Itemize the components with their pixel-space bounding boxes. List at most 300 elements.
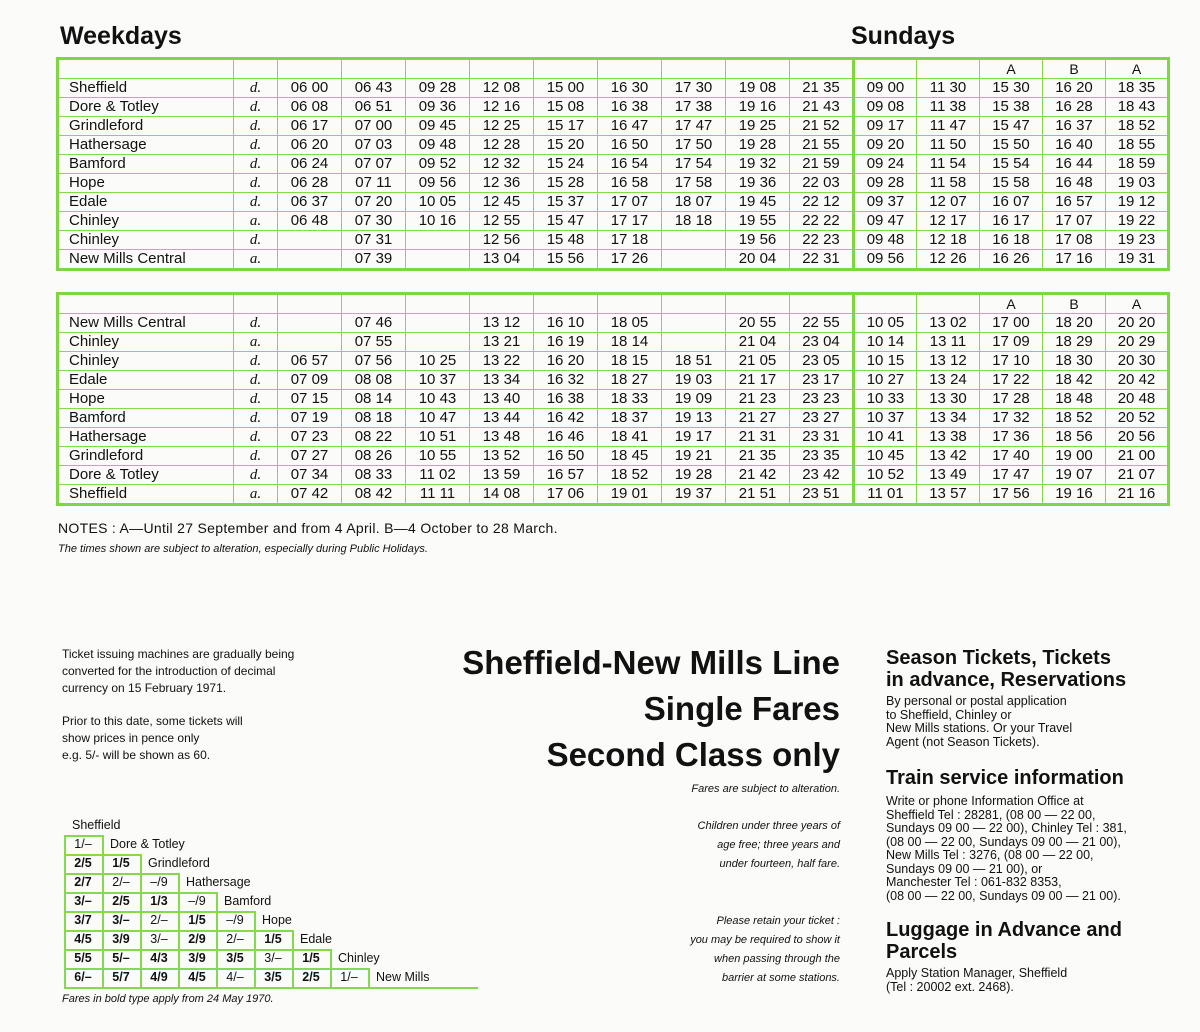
weekday-time: 12 56 <box>470 231 534 250</box>
sunday-time: 11 38 <box>917 98 980 117</box>
fare-grid-line <box>64 835 102 837</box>
header-cell <box>342 59 406 79</box>
header-cell <box>342 294 406 314</box>
sunday-time: 18 56 <box>1043 428 1106 447</box>
weekday-time: 15 47 <box>534 212 598 231</box>
header-cell <box>278 59 342 79</box>
sunday-time: 21 16 <box>1106 485 1169 505</box>
fare-cell: 3/5 <box>226 951 244 965</box>
timetable-row <box>58 231 1169 250</box>
timetable-row <box>58 250 1169 270</box>
timetable-row <box>58 409 1169 428</box>
weekday-time: 10 43 <box>406 390 470 409</box>
sunday-time: 18 43 <box>1106 98 1169 117</box>
weekday-time: 06 37 <box>278 193 342 212</box>
weekday-time: 07 46 <box>342 314 406 333</box>
weekday-time: 21 31 <box>726 428 790 447</box>
fare-cell: 6/– <box>74 970 92 984</box>
sunday-header-cell: B <box>1043 59 1106 79</box>
sunday-time: 17 36 <box>980 428 1043 447</box>
arr-dep-marker: a. <box>234 333 278 352</box>
weekday-time: 16 50 <box>534 447 598 466</box>
weekday-time: 21 05 <box>726 352 790 371</box>
header-cell <box>662 59 726 79</box>
weekday-time: 16 46 <box>534 428 598 447</box>
weekday-time: 15 28 <box>534 174 598 193</box>
sunday-time: 17 09 <box>980 333 1043 352</box>
fare-cell: 1/5 <box>264 932 282 946</box>
sunday-time: 12 07 <box>917 193 980 212</box>
weekday-time <box>662 250 726 270</box>
weekday-time: 08 18 <box>342 409 406 428</box>
sunday-time: 20 56 <box>1106 428 1169 447</box>
weekday-time: 11 11 <box>406 485 470 505</box>
weekday-time: 10 47 <box>406 409 470 428</box>
weekday-time: 07 55 <box>342 333 406 352</box>
sunday-time: 17 47 <box>980 466 1043 485</box>
weekday-time: 16 38 <box>598 98 662 117</box>
weekday-time: 22 22 <box>790 212 854 231</box>
sunday-time: 16 26 <box>980 250 1043 270</box>
weekday-time: 09 52 <box>406 155 470 174</box>
fare-cell: 1/– <box>74 837 92 851</box>
sunday-time: 17 32 <box>980 409 1043 428</box>
weekday-time: 09 45 <box>406 117 470 136</box>
fare-cell: 1/5 <box>302 951 320 965</box>
sunday-time: 13 57 <box>917 485 980 505</box>
timetable-row <box>58 485 1169 505</box>
header-cell <box>278 294 342 314</box>
weekday-time: 18 07 <box>662 193 726 212</box>
sunday-time: 10 52 <box>854 466 917 485</box>
fare-cell: 4/5 <box>188 970 206 984</box>
sunday-time: 18 59 <box>1106 155 1169 174</box>
sunday-time: 12 17 <box>917 212 980 231</box>
weekday-time: 16 54 <box>598 155 662 174</box>
sunday-time: 15 54 <box>980 155 1043 174</box>
train-info-text: Write or phone Information Office at Sheffield Tel : 28281, (08 00 — 22 00, Sundays 09 00 — 22 00), Chinley Tel : 381, (08 00 — 22 00, Sundays 09 00 — 21 00), New Mills Tel : 3276, (08 00 — 22 00, Sundays 09 00 — 21 00), or Manchester Tel : 061-832 8353, (08 00 — 22 00, Sundays 09 00 — 21 00). <box>886 794 1127 903</box>
fare-cell: 3/5 <box>264 970 282 984</box>
weekday-time: 23 35 <box>790 447 854 466</box>
sunday-time: 11 50 <box>917 136 980 155</box>
sunday-time: 18 55 <box>1106 136 1169 155</box>
timetable-row <box>58 466 1169 485</box>
header-cell <box>470 59 534 79</box>
weekday-time: 15 37 <box>534 193 598 212</box>
arr-dep-marker: d. <box>234 314 278 333</box>
fare-grid-line <box>254 911 256 988</box>
fares-footnote: Fares in bold type apply from 24 May 1970. <box>62 993 274 1005</box>
sunday-time: 16 18 <box>980 231 1043 250</box>
sunday-header-cell: A <box>1106 294 1169 314</box>
timetable-row <box>58 352 1169 371</box>
timetable-row <box>58 314 1169 333</box>
sunday-time: 11 01 <box>854 485 917 505</box>
station-name: Sheffield <box>58 79 234 98</box>
weekday-time: 21 23 <box>726 390 790 409</box>
fare-cell: 2/– <box>226 932 244 946</box>
weekday-time: 23 17 <box>790 371 854 390</box>
sunday-header-cell: A <box>980 294 1043 314</box>
header-cell <box>790 59 854 79</box>
weekday-time: 16 19 <box>534 333 598 352</box>
weekday-time: 22 55 <box>790 314 854 333</box>
station-name: Chinley <box>58 231 234 250</box>
weekday-time: 16 20 <box>534 352 598 371</box>
weekday-time: 15 08 <box>534 98 598 117</box>
arr-dep-marker: d. <box>234 428 278 447</box>
timetable-row <box>58 98 1169 117</box>
fares-alteration-note: Fares are subject to alteration. <box>691 783 840 795</box>
retain-ticket-note: Please retain your ticket : you may be required to show it when passing through the barrier at some stations. <box>690 915 840 984</box>
weekday-time <box>406 314 470 333</box>
sunday-header-cell: B <box>1043 294 1106 314</box>
arr-dep-marker: d. <box>234 98 278 117</box>
sunday-time: 16 40 <box>1043 136 1106 155</box>
fare-cell: 2/7 <box>74 875 92 889</box>
timetable-row <box>58 447 1169 466</box>
weekday-time: 13 40 <box>470 390 534 409</box>
sunday-time: 17 00 <box>980 314 1043 333</box>
fare-cell: 2/5 <box>112 894 130 908</box>
sunday-time: 19 31 <box>1106 250 1169 270</box>
weekday-time: 18 15 <box>598 352 662 371</box>
sunday-time: 10 27 <box>854 371 917 390</box>
fare-cell: 3/7 <box>74 913 92 927</box>
fare-grid-line <box>216 892 218 988</box>
weekday-time: 19 45 <box>726 193 790 212</box>
weekday-time: 16 50 <box>598 136 662 155</box>
weekday-time <box>406 333 470 352</box>
sunday-time: 15 50 <box>980 136 1043 155</box>
weekday-time: 21 59 <box>790 155 854 174</box>
weekday-time: 17 30 <box>662 79 726 98</box>
sunday-header-cell: A <box>1106 59 1169 79</box>
weekday-time: 15 00 <box>534 79 598 98</box>
fare-cell: 4/9 <box>150 970 168 984</box>
sunday-time: 11 47 <box>917 117 980 136</box>
weekday-time: 18 18 <box>662 212 726 231</box>
fare-cell: 4/5 <box>74 932 92 946</box>
weekday-time: 12 16 <box>470 98 534 117</box>
sunday-time: 13 34 <box>917 409 980 428</box>
page-title: Sheffield-New Mills Line Single Fares Second Class only <box>462 644 840 773</box>
weekday-time: 20 04 <box>726 250 790 270</box>
fare-cell: 2/5 <box>302 970 320 984</box>
weekday-time: 16 32 <box>534 371 598 390</box>
header-cell <box>470 294 534 314</box>
weekday-time: 13 48 <box>470 428 534 447</box>
sunday-time: 18 35 <box>1106 79 1169 98</box>
fare-station-label: Edale <box>300 932 332 946</box>
weekday-time: 19 25 <box>726 117 790 136</box>
fare-cell: 5/7 <box>112 970 130 984</box>
weekday-time: 19 16 <box>726 98 790 117</box>
weekday-time: 07 31 <box>342 231 406 250</box>
fare-cell: 3/– <box>150 932 168 946</box>
weekday-time: 10 25 <box>406 352 470 371</box>
fare-station-label: New Mills <box>376 970 430 984</box>
weekday-time: 19 13 <box>662 409 726 428</box>
sunday-time: 15 30 <box>980 79 1043 98</box>
weekday-time: 18 05 <box>598 314 662 333</box>
fare-cell: 4/3 <box>150 951 168 965</box>
station-name: Hathersage <box>58 136 234 155</box>
header-cell <box>726 294 790 314</box>
timetable-row <box>58 136 1169 155</box>
sunday-time: 10 37 <box>854 409 917 428</box>
sunday-time: 13 42 <box>917 447 980 466</box>
weekday-time: 06 17 <box>278 117 342 136</box>
sunday-time: 18 30 <box>1043 352 1106 371</box>
weekday-time: 22 23 <box>790 231 854 250</box>
timetable-outbound <box>56 57 1170 271</box>
weekday-time: 19 37 <box>662 485 726 505</box>
weekday-time: 13 04 <box>470 250 534 270</box>
header-cell <box>662 294 726 314</box>
sunday-time: 18 29 <box>1043 333 1106 352</box>
weekday-time: 17 07 <box>598 193 662 212</box>
fare-grid-line <box>292 930 294 988</box>
arr-dep-marker: d. <box>234 466 278 485</box>
sunday-time: 17 28 <box>980 390 1043 409</box>
weekday-time: 18 27 <box>598 371 662 390</box>
sunday-time: 18 20 <box>1043 314 1106 333</box>
children-fares-note: Children under three years of age free; three years and under fourteen, half fare. <box>697 820 840 870</box>
station-name: Sheffield <box>58 485 234 505</box>
header-cell <box>598 294 662 314</box>
fare-station-label: Chinley <box>338 951 380 965</box>
sunday-time: 19 22 <box>1106 212 1169 231</box>
weekday-time: 06 08 <box>278 98 342 117</box>
weekday-time: 23 42 <box>790 466 854 485</box>
weekday-time: 21 04 <box>726 333 790 352</box>
sunday-time: 10 15 <box>854 352 917 371</box>
sunday-time: 19 07 <box>1043 466 1106 485</box>
sunday-time: 19 03 <box>1106 174 1169 193</box>
weekday-time: 10 55 <box>406 447 470 466</box>
arr-dep-marker: a. <box>234 485 278 505</box>
sunday-time: 18 48 <box>1043 390 1106 409</box>
station-name: New Mills Central <box>58 250 234 270</box>
station-name: Edale <box>58 371 234 390</box>
weekday-time: 17 38 <box>662 98 726 117</box>
weekday-time: 19 08 <box>726 79 790 98</box>
weekday-time: 07 07 <box>342 155 406 174</box>
sunday-time: 16 57 <box>1043 193 1106 212</box>
weekday-time <box>278 314 342 333</box>
fare-station-label: Dore & Totley <box>110 837 185 851</box>
weekday-time: 17 06 <box>534 485 598 505</box>
weekday-time: 18 45 <box>598 447 662 466</box>
timetable-return <box>56 292 1170 506</box>
season-tickets-section <box>886 647 1186 749</box>
fare-cell: 3/– <box>74 894 92 908</box>
sunday-time: 16 37 <box>1043 117 1106 136</box>
weekday-time: 08 26 <box>342 447 406 466</box>
weekday-time: 21 51 <box>726 485 790 505</box>
weekday-time: 14 08 <box>470 485 534 505</box>
weekday-time: 21 42 <box>726 466 790 485</box>
station-name: Chinley <box>58 212 234 231</box>
train-info-section <box>886 767 1196 903</box>
arr-dep-marker: d. <box>234 117 278 136</box>
weekday-time: 16 30 <box>598 79 662 98</box>
weekday-time: 07 30 <box>342 212 406 231</box>
weekday-time: 07 09 <box>278 371 342 390</box>
station-name: Dore & Totley <box>58 466 234 485</box>
weekday-time: 12 25 <box>470 117 534 136</box>
weekday-time: 12 45 <box>470 193 534 212</box>
sunday-time: 16 48 <box>1043 174 1106 193</box>
sunday-time: 10 33 <box>854 390 917 409</box>
sunday-time: 15 47 <box>980 117 1043 136</box>
weekday-time: 13 22 <box>470 352 534 371</box>
arr-dep-marker: a. <box>234 212 278 231</box>
sunday-time: 10 41 <box>854 428 917 447</box>
weekday-time: 16 10 <box>534 314 598 333</box>
weekday-time: 17 18 <box>598 231 662 250</box>
fare-grid-line <box>64 835 66 988</box>
weekday-time: 09 28 <box>406 79 470 98</box>
fare-cell: 3/9 <box>112 932 130 946</box>
sunday-time: 19 16 <box>1043 485 1106 505</box>
fare-cell: 1/5 <box>188 913 206 927</box>
fare-cell: –/9 <box>226 913 244 927</box>
arr-dep-marker: d. <box>234 409 278 428</box>
sunday-time: 19 12 <box>1106 193 1169 212</box>
sunday-time: 15 58 <box>980 174 1043 193</box>
weekday-time: 17 58 <box>662 174 726 193</box>
header-cell <box>598 59 662 79</box>
sunday-time: 16 17 <box>980 212 1043 231</box>
fare-cell: 1/– <box>340 970 358 984</box>
weekday-time: 07 56 <box>342 352 406 371</box>
weekday-time: 17 17 <box>598 212 662 231</box>
sunday-time: 20 42 <box>1106 371 1169 390</box>
fare-cell: 2/– <box>112 875 130 889</box>
weekday-time: 16 38 <box>534 390 598 409</box>
luggage-heading: Luggage in Advance and Parcels <box>886 919 1122 963</box>
sunday-time: 20 20 <box>1106 314 1169 333</box>
sunday-time: 09 20 <box>854 136 917 155</box>
header-cell <box>406 59 470 79</box>
sunday-time: 18 52 <box>1106 117 1169 136</box>
fare-grid-line <box>102 835 104 988</box>
weekday-time: 07 15 <box>278 390 342 409</box>
station-name: Chinley <box>58 333 234 352</box>
sunday-time: 18 52 <box>1043 409 1106 428</box>
fare-grid-line <box>64 873 178 875</box>
fare-cell: 3/9 <box>188 951 206 965</box>
fare-grid-line <box>64 911 254 913</box>
weekday-time: 23 05 <box>790 352 854 371</box>
arr-dep-marker: d. <box>234 447 278 466</box>
weekday-time: 12 36 <box>470 174 534 193</box>
weekday-time: 07 03 <box>342 136 406 155</box>
fare-station-label: Hope <box>262 913 292 927</box>
sunday-time: 12 18 <box>917 231 980 250</box>
weekday-time: 06 51 <box>342 98 406 117</box>
fare-cell: 5/– <box>112 951 130 965</box>
sunday-time: 17 10 <box>980 352 1043 371</box>
weekday-time: 12 28 <box>470 136 534 155</box>
season-tickets-text: By personal or postal application to Sheffield, Chinley or New Mills stations. Or your Travel Agent (not Season Tickets). <box>886 694 1073 749</box>
weekday-time: 15 17 <box>534 117 598 136</box>
weekday-time: 08 33 <box>342 466 406 485</box>
sunday-time: 09 00 <box>854 79 917 98</box>
fare-cell: 2/5 <box>74 856 92 870</box>
weekday-time: 07 42 <box>278 485 342 505</box>
weekday-time: 21 35 <box>790 79 854 98</box>
decimal-notice: Ticket issuing machines are gradually being converted for the introduction of decimal currency on 15 February 1971. Prior to this date, some tickets will show prices in pence only e.g. 5/- will be shown as 60. <box>62 647 295 762</box>
weekday-time: 09 36 <box>406 98 470 117</box>
weekday-time: 06 00 <box>278 79 342 98</box>
notes-line: NOTES : A—Until 27 September and from 4 April. B—4 October to 28 March. <box>58 520 558 536</box>
weekday-time <box>278 333 342 352</box>
header-cell <box>534 294 598 314</box>
weekday-time: 22 31 <box>790 250 854 270</box>
timetable-row <box>58 212 1169 231</box>
sunday-time: 17 56 <box>980 485 1043 505</box>
fare-cell: –/9 <box>150 875 168 889</box>
weekday-time: 13 44 <box>470 409 534 428</box>
weekday-time: 16 57 <box>534 466 598 485</box>
weekday-time: 13 59 <box>470 466 534 485</box>
weekday-time: 19 28 <box>662 466 726 485</box>
weekday-time: 19 01 <box>598 485 662 505</box>
weekday-time: 07 34 <box>278 466 342 485</box>
weekday-time: 08 14 <box>342 390 406 409</box>
sunday-header-cell: A <box>980 59 1043 79</box>
sunday-header-cell <box>917 59 980 79</box>
weekday-time: 18 41 <box>598 428 662 447</box>
station-name: Bamford <box>58 155 234 174</box>
arr-dep-marker: d. <box>234 371 278 390</box>
header-cell <box>726 59 790 79</box>
weekday-time: 07 00 <box>342 117 406 136</box>
sundays-heading: Sundays <box>851 22 956 50</box>
station-name: Hathersage <box>58 428 234 447</box>
weekday-time: 09 48 <box>406 136 470 155</box>
season-tickets-heading: Season Tickets, Tickets in advance, Reservations <box>886 647 1127 691</box>
weekday-time: 17 50 <box>662 136 726 155</box>
fare-station-label: Grindleford <box>148 856 210 870</box>
weekday-time: 07 23 <box>278 428 342 447</box>
weekday-time: 10 51 <box>406 428 470 447</box>
header-cell <box>58 59 234 79</box>
weekday-time: 19 28 <box>726 136 790 155</box>
weekday-time: 08 42 <box>342 485 406 505</box>
station-name: Bamford <box>58 409 234 428</box>
weekday-time: 18 33 <box>598 390 662 409</box>
sunday-time: 21 00 <box>1106 447 1169 466</box>
timetable-row <box>58 390 1169 409</box>
fare-grid-line <box>140 854 142 988</box>
arr-dep-marker: a. <box>234 250 278 270</box>
fare-station-label: Sheffield <box>72 818 121 832</box>
header-row <box>58 294 1169 314</box>
arr-dep-marker: d. <box>234 79 278 98</box>
sunday-time: 11 54 <box>917 155 980 174</box>
station-name: Chinley <box>58 352 234 371</box>
timetable-row <box>58 193 1169 212</box>
timetable-row <box>58 155 1169 174</box>
weekday-time: 19 55 <box>726 212 790 231</box>
header-cell <box>234 294 278 314</box>
sunday-time: 21 07 <box>1106 466 1169 485</box>
luggage-section <box>886 919 1186 994</box>
